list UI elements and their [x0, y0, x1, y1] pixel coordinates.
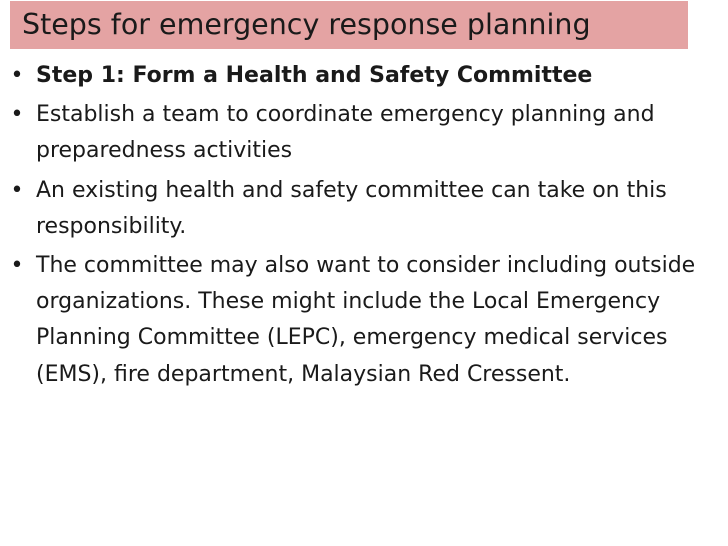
- bullet-outside-organizations: [6, 248, 722, 393]
- bullet-point-icon: •: [10, 177, 24, 203]
- bullet-text: Establish a team to coordinate emergency planning and preparedness activities: [36, 102, 655, 164]
- slide-title: Steps for emergency response planning: [22, 8, 591, 41]
- bullet-point-icon: •: [10, 102, 24, 128]
- bullet-text: An existing health and safety committee can take on this responsibility.: [36, 177, 667, 239]
- bullet-text: Step 1: Form a Health and Safety Committee: [36, 63, 593, 88]
- bullet-establish-team: [6, 97, 722, 169]
- bullet-existing-committee: [6, 173, 722, 245]
- bullet-step-1: [6, 58, 722, 94]
- bullet-text: The committee may also want to consider including outside organizations. These might include the Local Emergency Planning Committee (LEPC), emergency medical services (EMS), fire department, Malaysian Red Cressent.: [36, 253, 696, 387]
- bullet-point-icon: •: [10, 63, 24, 88]
- bullet-list: [6, 58, 722, 393]
- bullet-point-icon: •: [10, 253, 24, 279]
